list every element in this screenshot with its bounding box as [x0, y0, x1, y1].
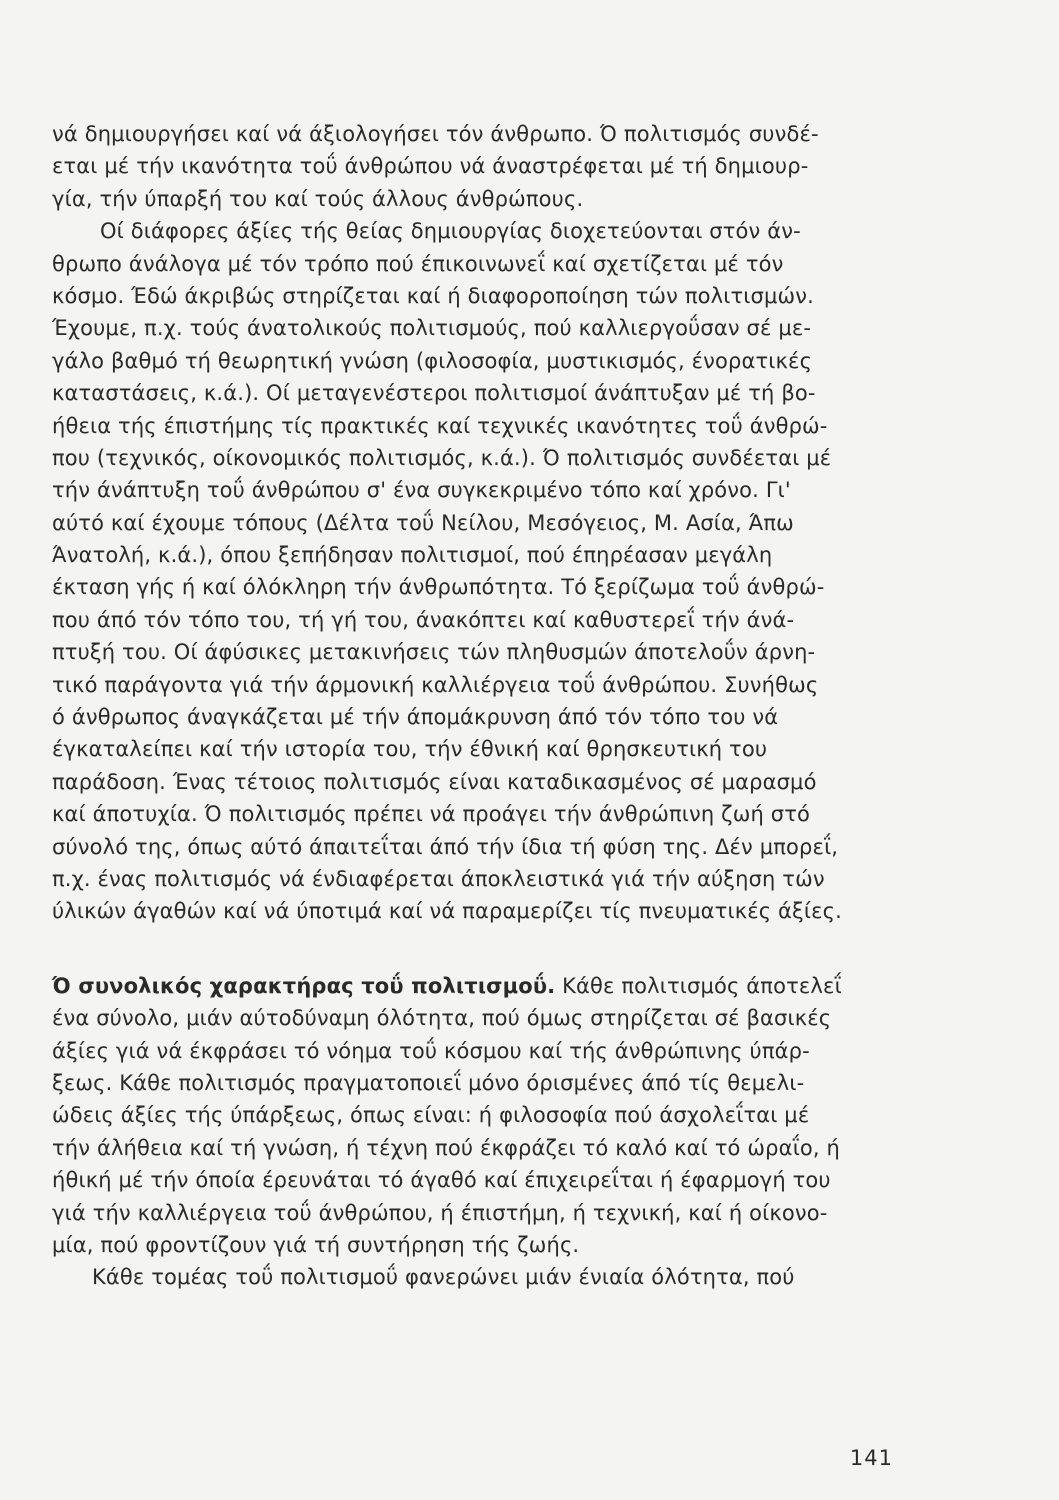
text-line: κόσμο. Έδώ άκριβώς στηρίζεται καί ή διαφοροποίηση τών πολιτισμών. — [52, 283, 814, 308]
text-line: τήν άνάπτυξη τοΰ άνθρώπου σ' ένα συγκεκριμένο τόπο καί χρόνο. Γι' — [52, 478, 791, 503]
section — [52, 970, 898, 1294]
text-line: άξίες γιά νά έκφράσει τό νόημα τοΰ κόσμου καί τής άνθρώπινης ύπάρ- — [52, 1038, 810, 1063]
text-line: νά δημιουργήσει καί νά άξιολογήσει τόν άνθρωπο. Ό πολιτισμός συνδέ- — [52, 122, 819, 146]
text-line: Άνατολή, κ.ά.), όπου ξεπήδησαν πολιτισμοί, πού έπηρέασαν μεγάλη — [52, 543, 773, 568]
text-line: γάλο βαθμό τή θεωρητική γνώση (φιλοσοφία, μυστικισμός, ένορατικές — [52, 348, 813, 373]
text-line: ώδεις άξίες τής ύπάρξεως, όπως είναι: ή φιλοσοφία πού άσχολεΐται μέ — [52, 1103, 810, 1128]
text-line: ένα σύνολο, μιάν αύτοδύναμη όλότητα, πού όμως στηρίζεται σέ βασικές — [52, 1006, 832, 1031]
text-line: π.χ. ένας πολιτισμός νά ένδιαφέρεται άποκλειστικά γιά τήν αύξηση τών — [52, 866, 825, 891]
text-line: Κάθε τομέας τοΰ πολιτισμοΰ φανερώνει μιάν ένιαία όλότητα, πού — [92, 1265, 795, 1290]
text-line: έκταση γής ή καί όλόκληρη τήν άνθρωπότητα. Τό ξερίζωμα τοΰ άνθρώ- — [52, 575, 825, 600]
text-line: που άπό τόν τόπο του, τή γή του, άνακόπτει καί καθυστερεΐ τήν άνά- — [52, 607, 795, 632]
text-line: εται μέ τήν ικανότητα τοΰ άνθρώπου νά άναστρέφεται μέ τή δημιουρ- — [52, 154, 809, 179]
text-line: γιά τήν καλλιέργεια τοΰ άνθρώπου, ή έπιστήμη, ή τεχνική, καί ή οίκονο- — [52, 1200, 828, 1225]
page-number: 141 — [849, 1446, 893, 1470]
section-gap — [52, 928, 898, 970]
text-line: αύτό καί έχουμε τόπους (Δέλτα τοΰ Νείλου, Μεσόγειος, Μ. Ασία, Άπω — [52, 510, 794, 535]
text-line: μία, πού φροντίζουν γιά τή συντήρηση τής ζωής. — [52, 1232, 580, 1257]
text-line: ήθική μέ τήν όποία έρευνάται τό άγαθό καί έπιχειρεΐται ή έφαρμογή του — [52, 1168, 831, 1193]
text-line: καί άποτυχία. Ό πολιτισμός πρέπει νά προάγει τήν άνθρώπινη ζωή στό — [52, 802, 811, 827]
page-body — [52, 118, 898, 1294]
text-line: ήθεια τής έπιστήμης τίς πρακτικές καί τεχνικές ικανότητες τοΰ άνθρώ- — [52, 413, 828, 438]
text-line: σύνολό της, όπως αύτό άπαιτεΐται άπό τήν ίδια τή φύση της. Δέν μπορεΐ, — [52, 834, 839, 859]
text-line: ύλικών άγαθών καί νά ύποτιμά καί νά παραμερίζει τίς πνευματικές άξίες. — [52, 899, 842, 924]
text-line: τικό παράγοντα γιά τήν άρμονική καλλιέργεια τοΰ άνθρώπου. Συνήθως — [52, 672, 819, 697]
text-line: έγκαταλείπει καί τήν ιστορία του, τήν έθνική καί θρησκευτική του — [52, 737, 768, 762]
text-line: ό άνθρωπος άναγκάζεται μέ τήν άπομάκρυνση άπό τόν τόπο του νά — [52, 705, 779, 730]
text-line: παράδοση. Ένας τέτοιος πολιτισμός είναι καταδικασμένος σέ μαρασμό — [52, 769, 817, 794]
text-line: Οί διάφορες άξίες τής θείας δημιουργίας διοχετεύονται στόν άν- — [100, 219, 801, 244]
section-heading: Ό συνολικός χαρακτήρας τοΰ πολιτισμοΰ. — [52, 973, 556, 998]
section-first-line — [52, 970, 898, 1002]
paragraph — [52, 215, 898, 928]
section-first-line-text: Κάθε πολιτισμός άποτελεΐ — [555, 973, 842, 998]
text-line: γία, τήν ύπαρξή του καί τούς άλλους άνθρώπους. — [52, 186, 584, 211]
text-line: τήν άλήθεια καί τή γνώση, ή τέχνη πού έκφράζει τό καλό καί τό ώραΐο, ή — [52, 1135, 840, 1160]
text-line: Έχουμε, π.χ. τούς άνατολικούς πολιτισμούς, πού καλλιεργοΰσαν σέ με- — [52, 316, 812, 341]
paragraph — [52, 118, 898, 215]
text-line: που (τεχνικός, οίκονομικός πολιτισμός, κ.ά.). Ό πολιτισμός συνδέεται μέ — [52, 445, 832, 470]
text-line: ξεως. Κάθε πολιτισμός πραγματοποιεΐ μόνο όρισμένες άπό τίς θεμελι- — [52, 1070, 805, 1095]
text-line: καταστάσεις, κ.ά.). Οί μεταγενέστεροι πολιτισμοί άνάπτυξαν μέ τή βο- — [52, 381, 816, 406]
text-line: θρωπο άνάλογα μέ τόν τρόπο πού έπικοινωνεΐ καί σχετίζεται μέ τόν — [52, 251, 784, 276]
text-line: πτυξή του. Οί άφύσικες μετακινήσεις τών πληθυσμών άποτελοΰν άρνη- — [52, 640, 816, 665]
